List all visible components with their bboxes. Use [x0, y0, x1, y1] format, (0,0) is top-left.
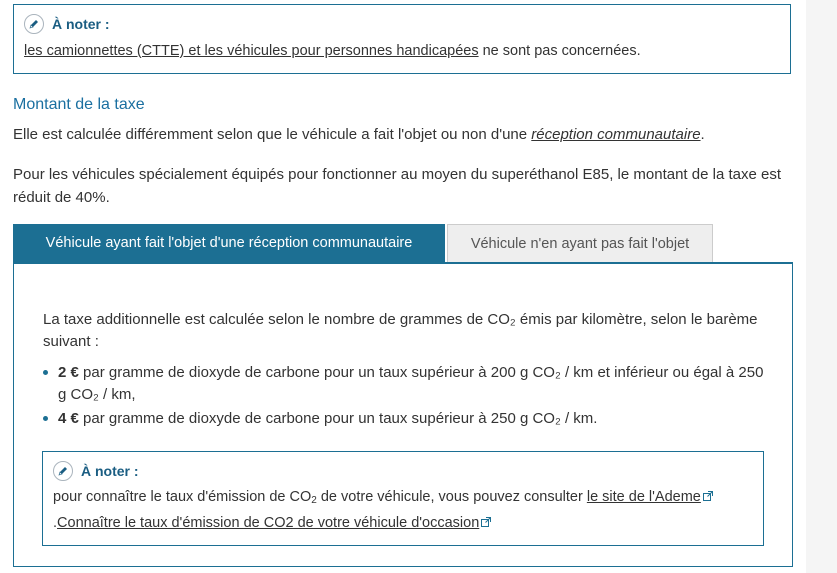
note-title: À noter : — [52, 16, 110, 32]
bullet-dot — [43, 370, 48, 375]
bullet-text: par gramme de dioxyde de carbone pour un taux supérieur à 200 g CO₂ / km et inférieur ou égal à 250 g CO₂ / km, — [58, 364, 764, 403]
pencil-icon — [53, 461, 73, 481]
paragraph-calculation — [13, 124, 705, 146]
note-box — [13, 4, 791, 74]
para1-end: . — [700, 126, 705, 143]
note-rest: ne sont pas concernées. — [478, 43, 641, 59]
bullet-text: par gramme de dioxyde de carbone pour un taux supérieur à 250 g CO₂ / km. — [78, 410, 598, 427]
note-text-before: pour connaître le taux d'émission de CO — [53, 489, 312, 505]
note-header — [53, 460, 753, 482]
note-text-mid: de votre véhicule, vous pouvez consulter — [316, 489, 587, 505]
panel-intro: La taxe additionnelle est calculée selon le nombre de grammes de CO₂ émis par kilomètre, selon le barème suivant : — [43, 311, 758, 350]
external-link-icon — [481, 512, 491, 534]
list-item — [43, 408, 773, 430]
scrollbar-track[interactable] — [806, 0, 837, 573]
paragraph-e85: Pour les véhicules spécialement équipés pour fonctionner au moyen du superéthanol E85, le montant de la taxe est réduit de 40%. — [13, 166, 781, 206]
tab-panel — [13, 262, 793, 567]
reception-communautaire-link[interactable]: réception communautaire — [531, 126, 701, 143]
tab-sans-reception[interactable]: Véhicule n'en ayant pas fait l'objet — [447, 224, 713, 262]
vehicles-link[interactable]: les camionnettes (CTTE) et les véhicules pour personnes handicapées — [24, 43, 479, 59]
co2-subscript: 2 — [311, 495, 317, 506]
amount: 4 € — [58, 410, 79, 427]
bareme-list — [43, 362, 773, 432]
ademe-link[interactable]: le site de l'Ademe — [586, 489, 701, 505]
section-title: Montant de la taxe — [13, 96, 145, 113]
co2-occasion-link[interactable]: Connaître le taux d'émission de CO2 de votre véhicule d'occasion — [57, 515, 480, 531]
note-title: À noter : — [81, 463, 139, 479]
bullet-dot — [43, 416, 48, 421]
note-text — [24, 41, 780, 61]
para1-text: Elle est calculée différemment selon que le véhicule a fait l'objet ou non d'une — [13, 126, 532, 143]
tab-reception-communautaire[interactable]: Véhicule ayant fait l'objet d'une réception communautaire — [13, 224, 445, 262]
note-separator: . — [53, 515, 58, 531]
pencil-icon — [24, 14, 44, 34]
note-text — [53, 486, 753, 534]
amount: 2 € — [58, 364, 79, 381]
inner-note-box — [42, 451, 764, 546]
list-item — [43, 362, 773, 406]
note-header — [24, 13, 780, 35]
external-link-icon — [703, 486, 713, 508]
